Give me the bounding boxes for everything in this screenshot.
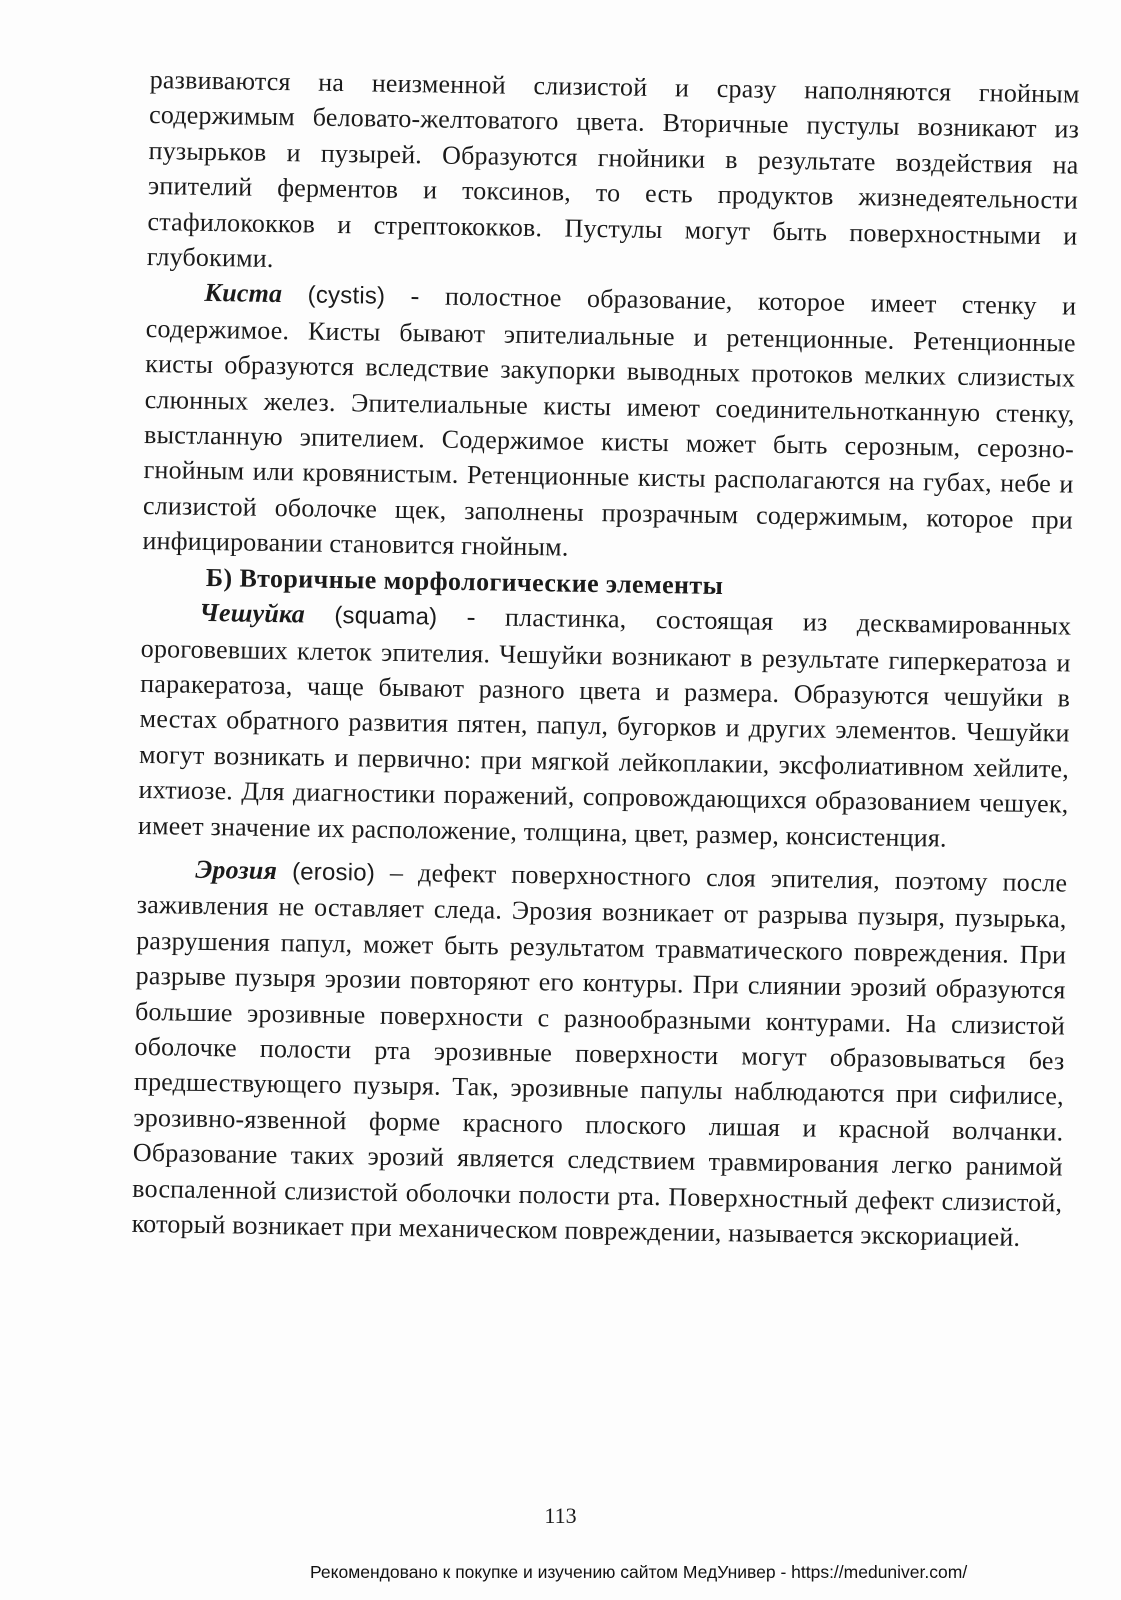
latin-scale: (squama) [334,602,438,631]
cyst-text: - полостное образование, которое имеет стенку и содержимое. Кисты бывают эпителиальные и ретенционные. Ретенционные кисты образуются вследствие закупорки выводных протоков мелких слизистых слюнных желез. Эпителиальные кисты имеют соединительнотканную стенку, выстланную эпителием. Содержимое кисты может быть серозным, серозно-гнойным или кровянистым. Ретенционные кисты располагаются на губах, небе и слизистой оболочке щек, заполнены прозрачным содержимым, которое при инфицировании становится гнойным. [142,281,1077,562]
footer-recommendation: Рекомендовано к покупке и изучению сайтом МедУнивер - https://meduniver.com/ [310,1562,968,1582]
erosion-text: – дефект поверхностного слоя эпителия, поэтому после заживления не оставляет следа. Эрозия возникает от разрыва пузыря, пузырька, разрушения папул, может быть результатом травматического повреждения. При разрыве пузыря эрозии повторяют его контуры. При слиянии эрозий образуются большие эрозивные поверхности с разнообразными контурами. На слизистой оболочке полости рта эрозивные поверхности могут образовываться без предшествующего пузыря. Так, эрозивные папулы наблюдаются при сифилисе, эрозивно-язвенной форме красного плоского лишая и красной волчанки. Образование таких эрозий является следствием травмирования легко ранимой воспаленной слизистой оболочки полости рта. Поверхностный дефект слизистой, который возникает при механическом повреждении, называется экскориацией. [131,857,1068,1252]
paragraph-cyst [142,274,1076,573]
scale-text: - пластинка, состоящая из десквамированных ороговевших клеток эпителия. Чешуйки возникают в результате гиперкератоза и паракератоза, чаще бывают разного цвета и размера. Образуются чешуйки в местах обратного развития пятен, папул, бугорков и других элементов. Чешуйки могут возникать и первично: при мягкой лейкоплакии, эксфолиативном хейлите, ихтиозе. Для диагностики поражений, сопровождающихся образованием чешуек, имеет значение их расположение, толщина, цвет, размер, консистенция. [137,601,1072,853]
latin-erosion: (erosio) [291,858,376,887]
term-scale: Чешуйка [199,597,306,629]
body-text [131,62,1079,1256]
paragraph-erosion [131,851,1067,1256]
term-erosion: Эрозия [195,854,278,886]
term-cyst: Киста [204,278,283,309]
latin-cyst: (cystis) [307,281,386,311]
paragraph-pustules: развиваются на неизменной слизистой и сразу наполняются гнойным содержимым беловато-желтоватого цвета. Вторичные пустулы возникают из пузырьков и пузырей. Образуются гнойники в результате воздействия на эпителий ферментов и токсинов, то есть продуктов жизнедеятельности стафилококков и стрептококков. Пустулы могут быть поверхностными и глубокими. [146,64,1080,273]
page-number: 113 [544,1503,577,1528]
section-heading: Б) Вторичные морфологические элементы [205,562,724,600]
paragraph-scale [138,594,1072,857]
